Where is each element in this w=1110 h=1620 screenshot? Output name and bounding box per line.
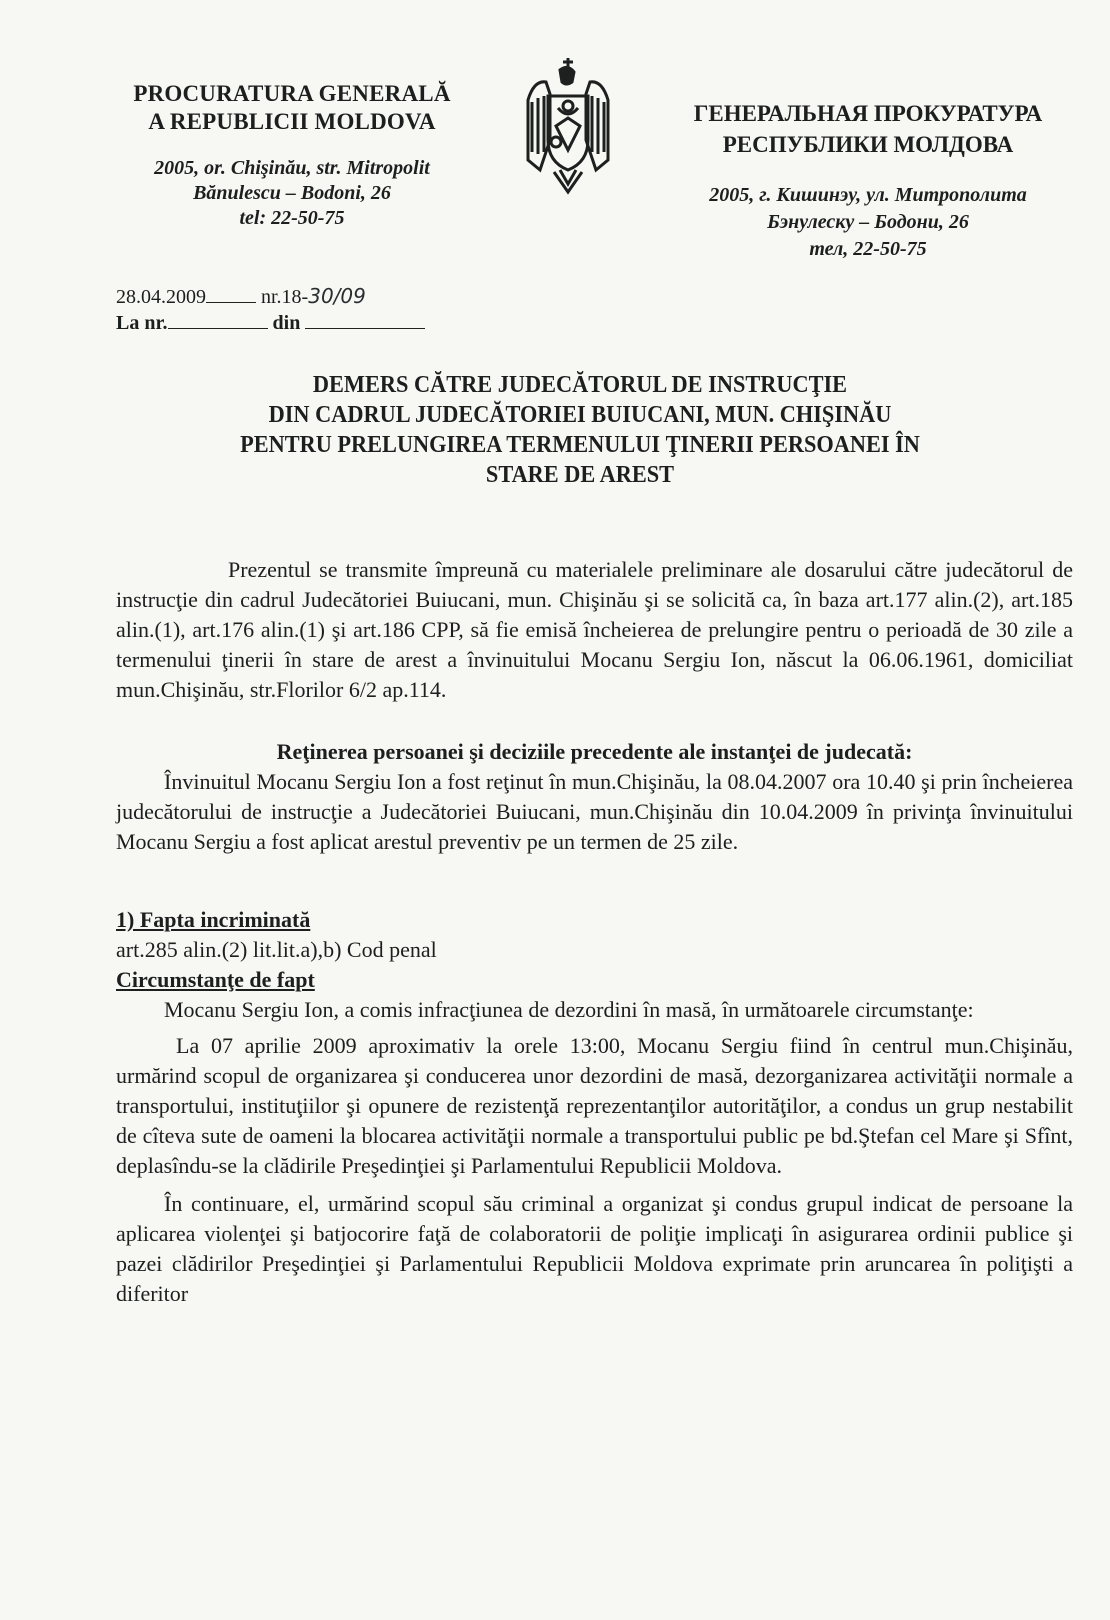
document-body [116, 555, 1073, 1309]
detention-paragraph: Învinuitul Mocanu Sergiu Ion a fost reţinut în mun.Chişinău, la 08.04.2007 ora 10.40 şi prin încheierea judecătorului de instrucţie a Judecătoriei Buiucani, mun.Chişinău din 10.04.2009 în privinţa învinuitului Mocanu Sergiu a fost aplicat arestul preventiv pe un termen de 25 zile. [116, 769, 1073, 854]
circumstances-intro: Mocanu Sergiu Ion, a comis infracţiunea de dezordini în masă, în următoarele circumstanţe: [164, 997, 974, 1022]
section-heading-detention: Reţinerea persoanei şi deciziile precedente ale instanţei de judecată: [276, 739, 913, 764]
title-line3: PENTRU PRELUNGIREA TERMENULUI ŢINERII PERSOANEI ÎN [240, 432, 920, 458]
org-name-ru-line1: ГЕНЕРАЛЬНАЯ ПРОКУРАТУРА [693, 101, 1043, 126]
org-name-ro-line1: PROCURATURA GENERALĂ [133, 81, 451, 106]
circumstances-paragraph-1: La 07 aprilie 2009 aproximativ la orele 13:00, Mocanu Sergiu fiind în centrul mun.Chişinău, urmărind scopul de organizarea şi conducerea unor dezordini de masă, dezorganizarea activităţii normale a transportului, instituţiilor şi opunere de rezistenţă reprezentanţilor autorităţilor, a condus un grup nestabilit de cîteva sute de oameni la blocarea activităţii normale a transportului public pe bd.Ştefan cel Mare şi Sfînt, deplasîndu-se la clădirile Preşedinţiei şi Parlamentului Republicii Moldova. [116, 1033, 1073, 1178]
din-blank-line [305, 310, 425, 329]
la-nr-label: La nr. [116, 312, 168, 334]
document-title [162, 370, 999, 490]
title-line2: DIN CADRUL JUDECĂTORIEI BUIUCANI, MUN. CHIŞINĂU [268, 402, 892, 428]
moldova-coat-of-arms-icon [520, 52, 616, 202]
circumstances-paragraph-2: În continuare, el, urmărind scopul său criminal a organizat şi condus grupul indicat de persoane la aplicarea violenţei şi batjocorire faţă de colaboratorii de poliţie implicaţi în asigurarea ordinii publice şi pazei clădirilor Preşedinţiei şi Parlamentului Republicii Moldova exprimate prin aruncarea în poliţişti a diferitor [116, 1191, 1073, 1306]
address-ru-line1: 2005, г. Кишинэу, ул. Митрополита [709, 184, 1027, 206]
phone-ro: tel: 22-50-75 [239, 207, 345, 229]
title-line1: DEMERS CĂTRE JUDECĂTORUL DE INSTRUCŢIE [312, 372, 848, 398]
address-ro-line2: Bănulescu – Bodoni, 26 [193, 182, 391, 204]
org-name-ru-line2: РЕСПУБЛИКИ МОЛДОВА [722, 132, 1014, 157]
heading-circumstante: Circumstanţe de fapt [116, 967, 315, 992]
registration-block [116, 283, 425, 336]
address-ro-line1: 2005, or. Chişinău, str. Mitropolit [154, 157, 430, 179]
intro-paragraph: Prezentul se transmite împreună cu materialele preliminare ale dosarului către judecătorul de instrucţie din cadrul Judecătoriei Buiucani, mun. Chişinău şi se solicită ca, în baza art.177 alin.(2), art.185 alin.(1), art.176 alin.(1) şi art.186 CPP, să fie emisă încheierea de prelungire pentru o perioadă de 30 zile a termenului ţinerii în stare de arest a învinuitului Mocanu Sergiu Ion, născut la 06.06.1961, domiciliat mun.Chişinău, str.Florilor 6/2 ap.114. [116, 557, 1073, 702]
date-blank-line [206, 284, 256, 303]
header-right-russian [648, 98, 1088, 263]
address-ru-line2: Бэнулеску – Бодони, 26 [767, 211, 969, 233]
phone-ru: тел, 22-50-75 [809, 238, 927, 260]
din-label: din [272, 312, 301, 334]
document-date: 28.04.2009 [116, 286, 206, 308]
heading-fapta-incriminata: 1) Fapta incriminată [116, 907, 311, 932]
handwritten-number: 30/09 [308, 284, 366, 308]
la-nr-blank-line [168, 310, 268, 329]
org-name-ro-line2: A REPUBLICII MOLDOVA [148, 109, 436, 134]
document-number-label: nr.18- [261, 286, 309, 308]
header-left-romanian [92, 80, 492, 231]
title-line4: STARE DE AREST [485, 462, 675, 488]
fapta-article: art.285 alin.(2) lit.lit.a),b) Cod penal [116, 937, 437, 962]
